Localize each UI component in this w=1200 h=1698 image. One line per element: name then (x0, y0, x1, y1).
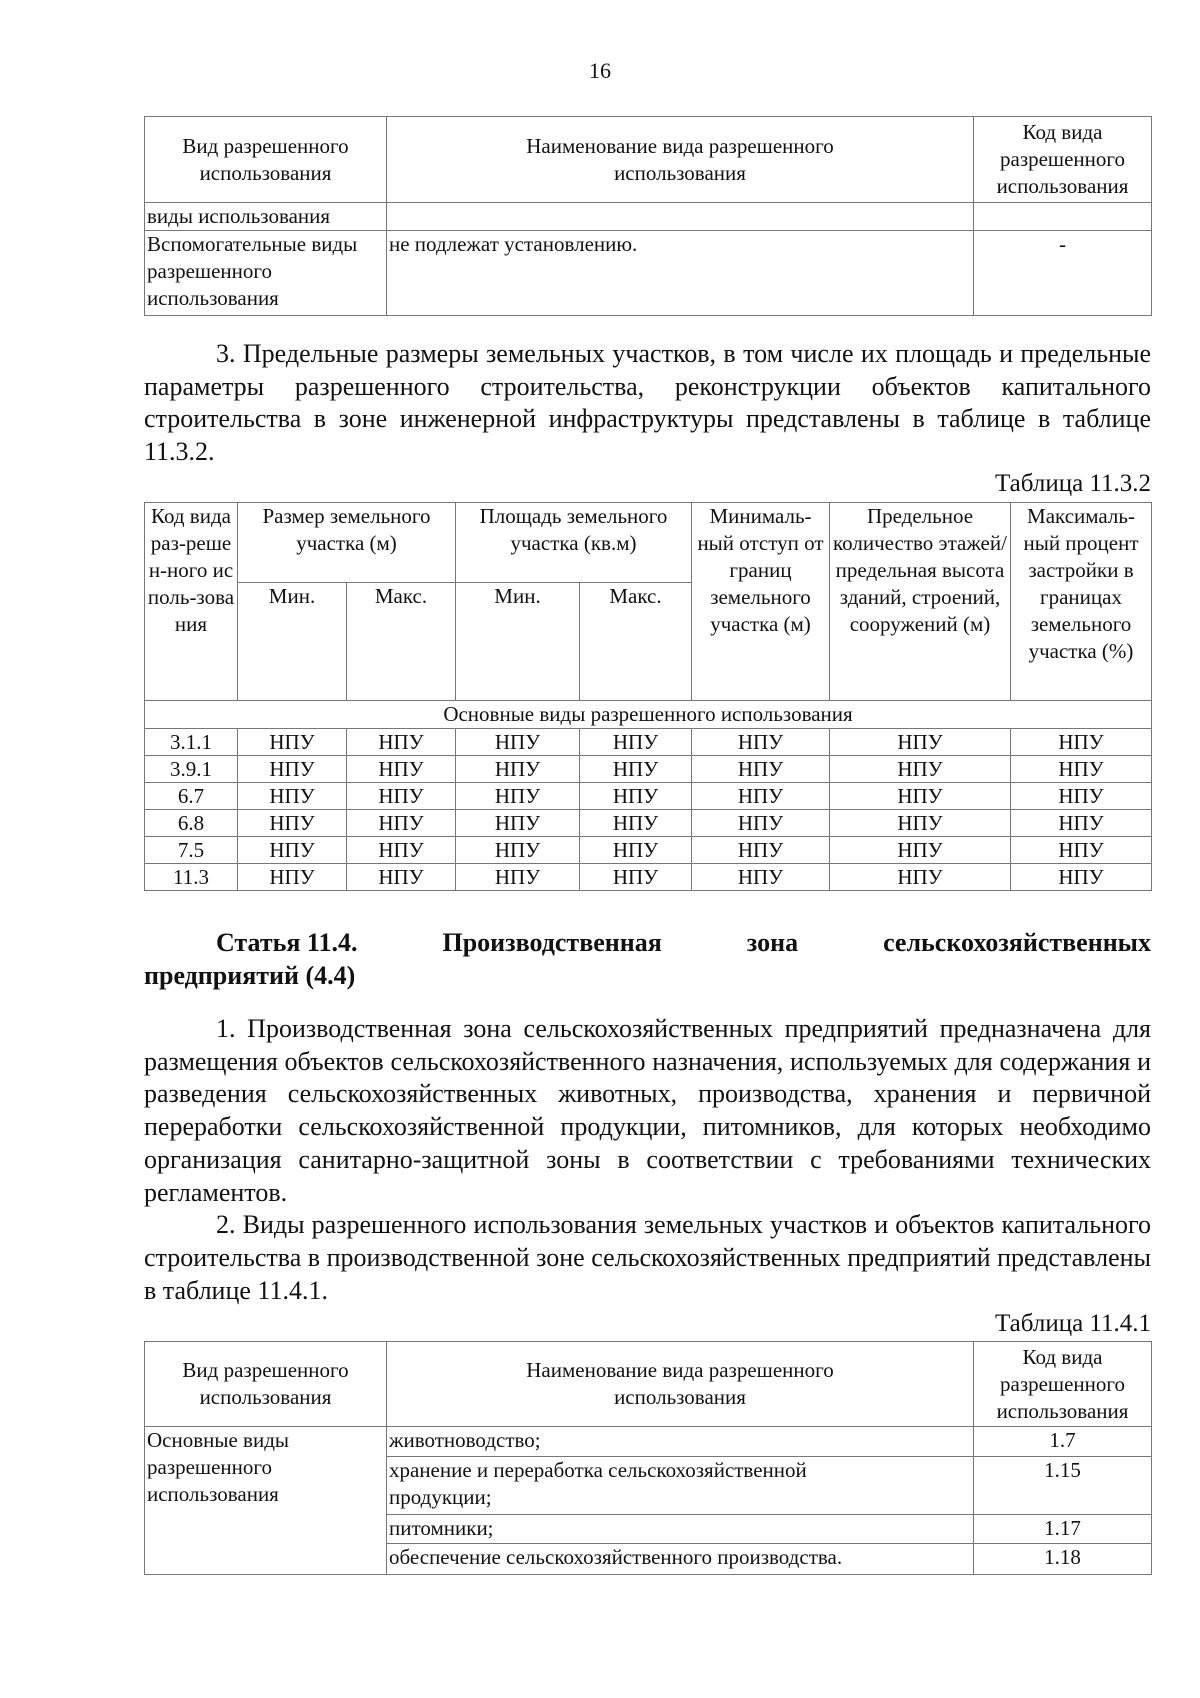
header-code: Код вида раз-решен-ного исполь-зования (145, 503, 238, 701)
value-cell: НПУ (238, 729, 347, 756)
header-cell: Наименование вида разрешенного использования (387, 117, 974, 203)
value-cell: НПУ (692, 864, 830, 891)
value-cell: НПУ (347, 729, 456, 756)
value-cell: НПУ (692, 729, 830, 756)
limits-table-11-3-2 (144, 502, 1152, 891)
value-cell: НПУ (238, 837, 347, 864)
section-row (145, 701, 1152, 729)
value-cell: НПУ (456, 756, 580, 783)
header-min: Мин. (238, 583, 347, 701)
name-cell: обеспечение сельскохозяйственного производства. (387, 1544, 974, 1575)
code-cell: 1.18 (974, 1544, 1152, 1575)
heading-line-2: предприятий (4.4) (144, 960, 356, 990)
value-cell: НПУ (692, 756, 830, 783)
value-cell: НПУ (692, 783, 830, 810)
table-row (145, 783, 1152, 810)
article-body (144, 1013, 1151, 1307)
table-row (145, 756, 1152, 783)
table-row (145, 231, 1152, 316)
table-row (145, 810, 1152, 837)
value-cell: НПУ (347, 756, 456, 783)
value-cell: НПУ (692, 837, 830, 864)
name-cell: хранение и переработка сельскохозяйственной продукции; (387, 1457, 974, 1515)
value-cell: НПУ (830, 729, 1011, 756)
value-cell: НПУ (830, 864, 1011, 891)
value-cell: НПУ (1011, 729, 1152, 756)
section-label: Основные виды разрешенного использования (145, 701, 1152, 729)
code-cell: 6.8 (145, 810, 238, 837)
header-cell: Код вида разрешенного использования (974, 117, 1152, 203)
cell (387, 203, 974, 231)
header-cell: Код вида разрешенного использования (974, 1342, 1152, 1427)
value-cell: НПУ (347, 837, 456, 864)
value-cell: НПУ (830, 810, 1011, 837)
table-caption: Таблица 11.4.1 (995, 1310, 1151, 1337)
paragraph-3 (144, 338, 1151, 469)
value-cell: НПУ (580, 864, 692, 891)
code-cell: 11.3 (145, 864, 238, 891)
table-header-row (145, 117, 1152, 203)
value-cell: НПУ (456, 783, 580, 810)
article-heading (144, 927, 1151, 992)
value-cell: НПУ (830, 783, 1011, 810)
header-area: Площадь земельного участка (кв.м) (456, 503, 692, 583)
table-header-row (145, 1342, 1152, 1427)
header-floors: Предельное количество этажей/ предельная высота зданий, строений, сооружений (м) (830, 503, 1011, 701)
header-percent: Максималь-ный процент застройки в границах земельного участка (%) (1011, 503, 1152, 701)
value-cell: НПУ (456, 864, 580, 891)
header-cell: Вид разрешенного использования (145, 1342, 387, 1427)
header-cell: Наименование вида разрешенного использования (387, 1342, 974, 1427)
table-caption: Таблица 11.3.2 (995, 470, 1151, 497)
code-cell: 7.5 (145, 837, 238, 864)
heading-word: Статья 11.4. (216, 928, 358, 957)
table-row (145, 729, 1152, 756)
value-cell: НПУ (830, 837, 1011, 864)
table-header-row (145, 503, 1152, 583)
table-row (145, 1427, 1152, 1457)
heading-word: зона (746, 928, 799, 957)
value-cell: НПУ (580, 837, 692, 864)
value-cell: НПУ (1011, 756, 1152, 783)
header-max: Макс. (580, 583, 692, 701)
code-cell: 3.9.1 (145, 756, 238, 783)
paragraph-text: 3. Предельные размеры земельных участков, в том числе их площадь и предельные параметры разрешенного строительства, реконструкции объектов капитального строительства в зоне инженерной инфраструктуры представлены в таблице в таблице 11.3.2. (144, 339, 1151, 467)
value-cell: НПУ (1011, 810, 1152, 837)
header-setback: Минималь-ный отступ от границ земельного участка (м) (692, 503, 830, 701)
value-cell: НПУ (692, 810, 830, 837)
value-cell: НПУ (238, 810, 347, 837)
header-max: Макс. (347, 583, 456, 701)
permitted-use-table-11-4-1 (144, 1341, 1152, 1575)
value-cell: НПУ (1011, 864, 1152, 891)
name-cell: животноводство; (387, 1427, 974, 1457)
cell (974, 203, 1152, 231)
header-cell: Вид разрешенного использования (145, 117, 387, 203)
table-row (145, 203, 1152, 231)
heading-word: сельскохозяйственных (883, 928, 1151, 957)
value-cell: НПУ (347, 864, 456, 891)
group-cell: Основные виды разрешенного использования (145, 1427, 387, 1575)
permitted-use-table-continued (144, 116, 1152, 316)
cell: не подлежат установлению. (387, 231, 974, 316)
header-size: Размер земельного участка (м) (238, 503, 456, 583)
value-cell: НПУ (347, 810, 456, 837)
heading-word: Производственная (442, 928, 662, 957)
value-cell: НПУ (1011, 837, 1152, 864)
value-cell: НПУ (238, 864, 347, 891)
header-min: Мин. (456, 583, 580, 701)
value-cell: НПУ (456, 837, 580, 864)
table-row (145, 837, 1152, 864)
value-cell: НПУ (580, 810, 692, 837)
paragraph-1: 1. Производственная зона сельскохозяйственных предприятий предназначена для размещения объектов сельскохозяйственного назначения, используемых для содержания и разведения сельскохозяйственных животных, производства, хранения и первичной переработки сельскохозяйственной продукции, питомников, для которых необходимо организация санитарно-защитной зоны в соответствии с требованиями технических регламентов. (144, 1014, 1151, 1207)
paragraph-2: 2. Виды разрешенного использования земельных участков и объектов капитального строительства в производственной зоне сельскохозяйственных предприятий представлены в таблице 11.4.1. (144, 1210, 1151, 1305)
value-cell: НПУ (456, 810, 580, 837)
value-cell: НПУ (347, 783, 456, 810)
cell: виды использования (145, 203, 387, 231)
cell: Вспомогательные виды разрешенного использования (145, 231, 387, 316)
code-cell: 1.17 (974, 1515, 1152, 1544)
value-cell: НПУ (238, 783, 347, 810)
table-row (145, 864, 1152, 891)
value-cell: НПУ (1011, 783, 1152, 810)
code-cell: 3.1.1 (145, 729, 238, 756)
code-cell: 1.7 (974, 1427, 1152, 1457)
page-number: 16 (589, 58, 611, 83)
code-cell: 6.7 (145, 783, 238, 810)
value-cell: НПУ (456, 729, 580, 756)
value-cell: НПУ (580, 729, 692, 756)
value-cell: НПУ (580, 783, 692, 810)
value-cell: НПУ (580, 756, 692, 783)
name-cell: питомники; (387, 1515, 974, 1544)
cell: - (974, 231, 1152, 316)
value-cell: НПУ (238, 756, 347, 783)
code-cell: 1.15 (974, 1457, 1152, 1515)
value-cell: НПУ (830, 756, 1011, 783)
